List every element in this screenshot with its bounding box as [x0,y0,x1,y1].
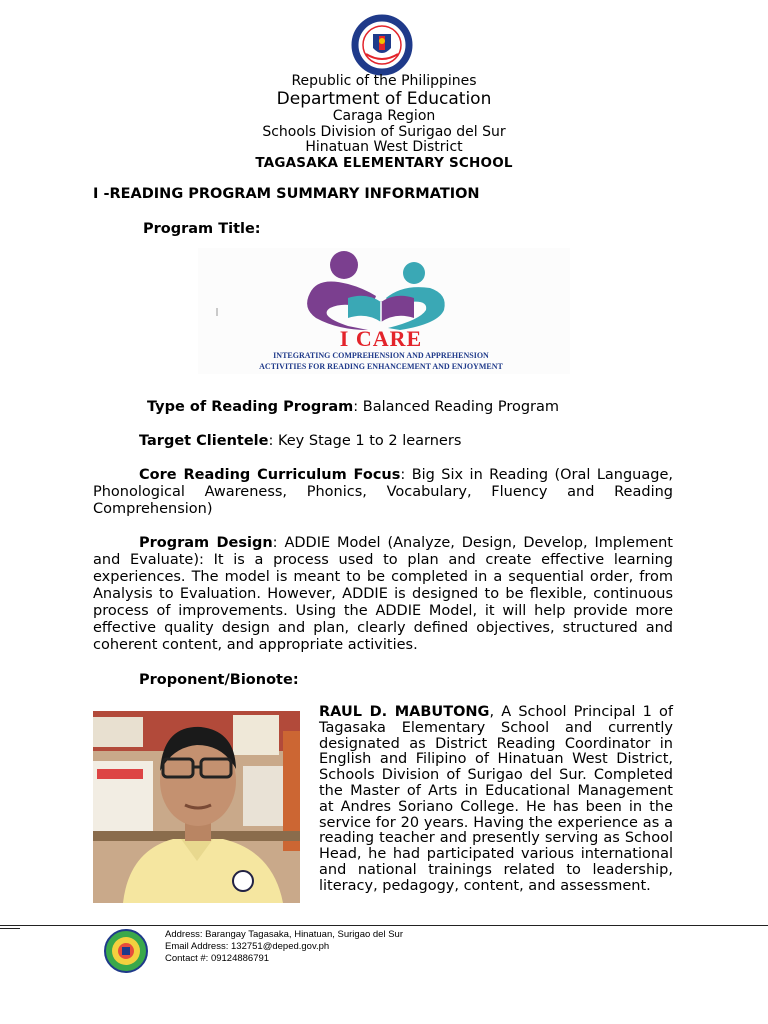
bionote-text: , A School Principal 1 of Tagasaka Elementary School and currently designated as District Reading Coordinator in English and Filipino of Hinatuan West District, Schools Division of Surigao del Sur. Completed the Master of Arts in Educational Management at Andres Soriano College. He has been in the service for 20 years. Having the experience as a reading teacher and presently serving as School Head, he had participated various international and national trainings related to leadership, literacy, pedagogy, content, and assessment. [319,704,674,894]
header-region: Caraga Region [332,108,436,124]
footer-phone: Contact #: 09124886791 [165,953,270,964]
footer-email: Email Address: 132751@deped.gov.ph [165,941,330,952]
i-care-logo [198,248,570,374]
deped-seal [346,14,418,76]
program-design-label: Program Design [139,535,273,551]
footer-divider [0,925,768,926]
type-label: Type of Reading Program [147,399,354,415]
header-district: Hinatuan West District [305,139,463,155]
footer-address: Address: Barangay Tagasaka, Hinatuan, Surigao del Sur [165,929,404,940]
section-title: I -READING PROGRAM SUMMARY INFORMATION [93,186,480,202]
footer-divider-short [0,928,20,929]
bionote-name: RAUL D. MABUTONG [319,704,490,720]
header-division: Schools Division of Surigao del Sur [262,124,506,140]
clientele-label: Target Clientele [139,433,269,449]
school-logo [100,929,152,973]
logo-tagline-2: ACTIVITIES FOR READING ENHANCEMENT AND ENJOYMENT [259,362,503,371]
clientele-value: : Key Stage 1 to 2 learners [268,433,462,449]
type-of-program [93,399,673,416]
logo-tagline-1: INTEGRATING COMPREHENSION AND APPREHENSION [273,351,489,360]
program-design-value: : ADDIE Model (Analyze, Design, Develop, Implement and Evaluate): It is a process used to plan and create effective learning experiences. The model is meant to be completed in a sequential order, from Analysis to Evaluation. However, ADDIE is designed to be flexible, continuous process of improvements. Using the ADDIE Model, it will help provide more effective quality design and plan, clearly defined objectives, structured and coherent content, and appropriate activities. [93,535,673,653]
header-department: Department of Education [276,89,492,109]
core-focus [93,467,673,518]
target-clientele [93,433,673,450]
type-value: : Balanced Reading Program [353,399,560,415]
core-focus-label: Core Reading Curriculum Focus [139,467,401,483]
program-design [93,535,673,654]
proponent-label [93,672,673,689]
header-school: TAGASAKA ELEMENTARY SCHOOL [255,155,513,171]
proponent-label-text: Proponent/Bionote: [139,672,299,688]
header-country: Republic of the Philippines [291,73,477,89]
logo-name: I CARE [339,326,423,351]
footer-contact [165,929,403,965]
proponent-photo [93,711,300,903]
bionote [319,705,673,895]
core-focus-value: : Big Six in Reading (Oral Language, Phonological Awareness, Phonics, Vocabulary, Fluency and Reading Comprehension) [93,467,673,517]
program-title-label: Program Title: [143,221,261,237]
